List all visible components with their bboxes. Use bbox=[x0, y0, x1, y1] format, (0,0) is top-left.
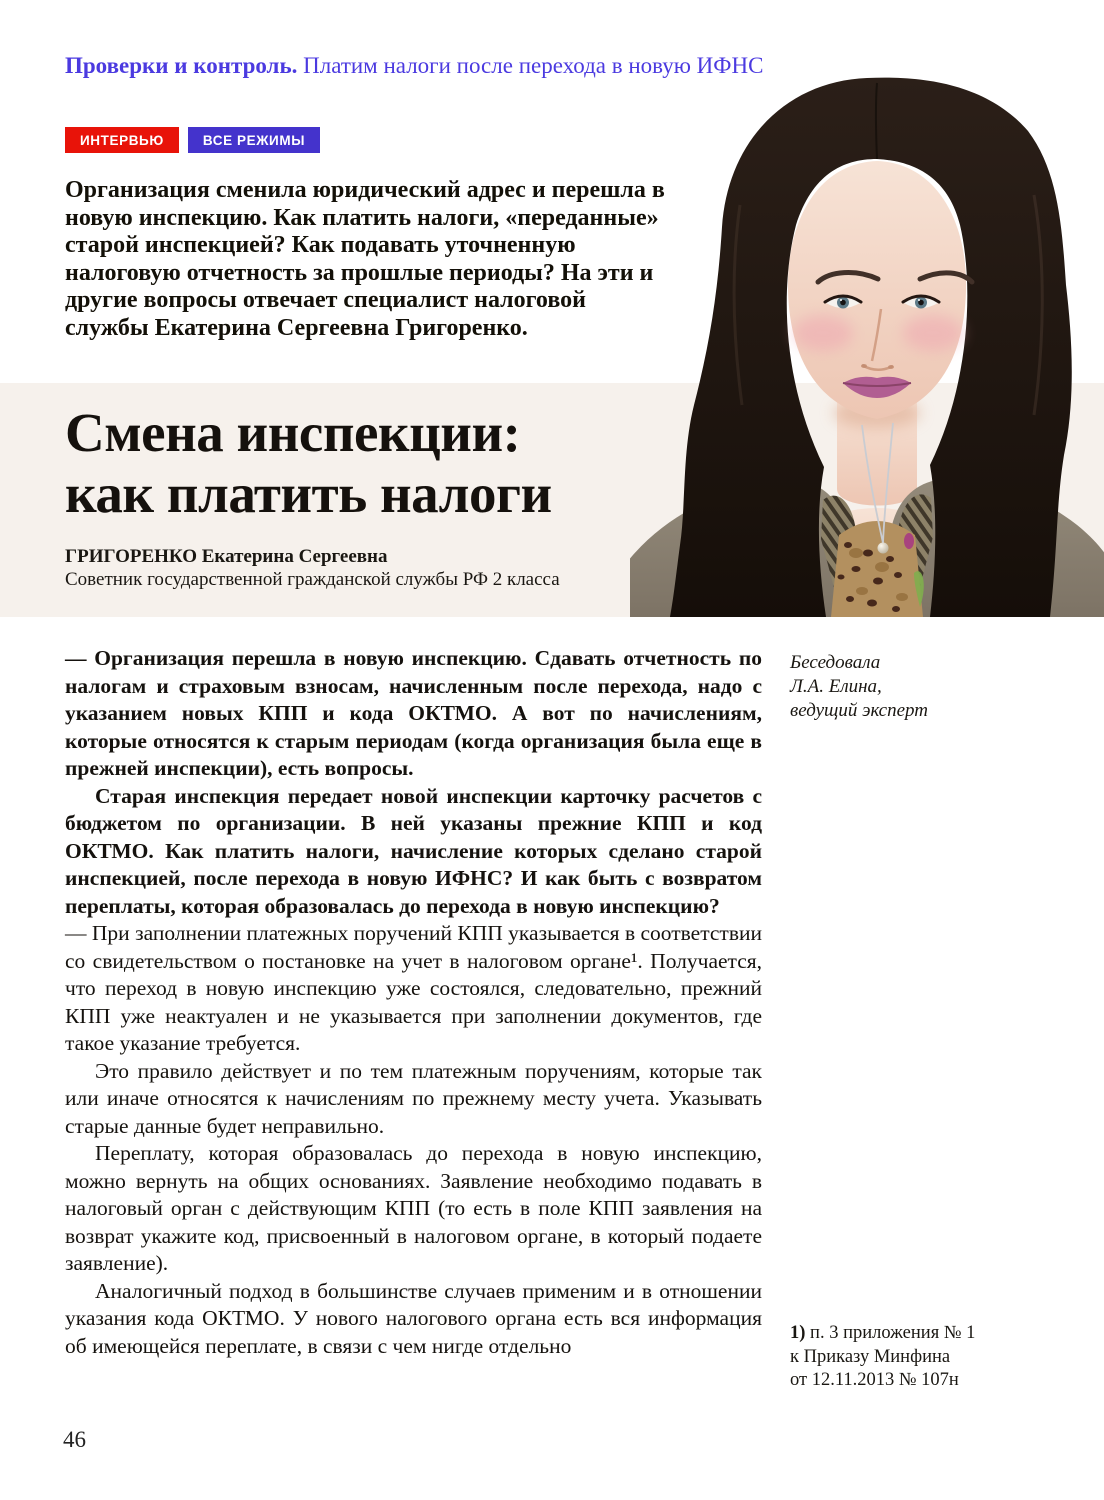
answer-paragraph: Переплату, которая образовалась до перехода в новую инспекцию, можно вернуть на общих основаниях. Заявление необходимо подавать в налоговый орган с действующим КПП (то есть в поле КПП заявления на возврат укажите код, присвоенный в налоговом органе, в который подаете заявление). bbox=[65, 1141, 762, 1275]
badges-row bbox=[65, 127, 320, 153]
question-paragraph: — Организация перешла в новую инспекцию. Сдавать отчетность по налогам и страховым взносам, начисленным после перехода, надо с указанием новых КПП и кода ОКТМО. А вот по начислениям, которые относятся к старым периодам (когда организация была еще в прежней инспекции), есть вопросы. bbox=[65, 646, 762, 780]
portrait-photo bbox=[630, 75, 1104, 617]
badge-all-modes: ВСЕ РЕЖИМЫ bbox=[188, 127, 320, 153]
badge-interview: ИНТЕРВЬЮ bbox=[65, 127, 179, 153]
section-name: Проверки и контроль. bbox=[65, 53, 298, 78]
interviewer-note bbox=[790, 651, 928, 723]
answer-paragraph: Аналогичный подход в большинстве случаев применим и в отношении указания кода ОКТМО. У нового налогового органа есть вся информация об имеющейся переплате, в связи с чем нигде отдельно bbox=[65, 1278, 762, 1358]
question-paragraph: Старая инспекция передает новой инспекции карточку расчетов с бюджетом по организации. В ней указаны прежние КПП и код ОКТМО. Как платить налоги, начисление которых сделано старой инспекцией, после перехода в новую ИФНС? И как быть с возвратом переплаты, которая образовалась до перехода в новую инспекцию? bbox=[65, 783, 762, 918]
article-title-line2: как платить налоги bbox=[65, 463, 552, 524]
author-position: Советник государственной гражданской службы РФ 2 класса bbox=[65, 569, 560, 590]
footnote-reference: п. 3 приложения № 1 bbox=[810, 1323, 976, 1343]
article-body bbox=[65, 645, 762, 1360]
author-block bbox=[65, 545, 560, 591]
footnote-line3: от 12.11.2013 № 107н bbox=[790, 1370, 959, 1390]
article-title-line1: Смена инспекции: bbox=[65, 402, 521, 463]
footnote-line2: к Приказу Минфина bbox=[790, 1346, 951, 1367]
interviewer-note-line: Беседовала bbox=[790, 652, 881, 673]
leopard-top bbox=[831, 521, 924, 617]
article-lede: Организация сменила юридический адрес и перешла в новую инспекцию. Как платить налоги, «переданные» старой инспекцией? Как подавать уточненную налоговую отчетность за прошлые периоды? На эти и другие вопросы отвечает специалист налоговой службы Екатерина Сергеевна Григоренко. bbox=[65, 177, 665, 341]
interviewer-note-line: Л.А. Елина, bbox=[790, 676, 882, 697]
page-number: 46 bbox=[63, 1427, 86, 1452]
footnote bbox=[790, 1322, 975, 1393]
answer-paragraph: Это правило действует и по тем платежным поручениям, которые так или иначе относятся к начислениям по прежнему месту учета. Указывать старые данные будет неправильно. bbox=[65, 1058, 762, 1138]
interviewer-note-line: ведущий эксперт bbox=[790, 700, 928, 721]
footnote-line1 bbox=[790, 1322, 975, 1346]
footnote-marker: 1) bbox=[790, 1323, 806, 1343]
answer-paragraph: — При заполнении платежных поручений КПП указывается в соответствии со свидетельством о постановке на учет в налоговом органе¹. Получается, что переход в новую инспекцию уже состоялся, следовательно, прежний КПП уже неактуален и не указывается при заполнении документов, где такое указание требуется. bbox=[65, 921, 762, 1055]
article-title bbox=[65, 402, 552, 524]
author-name: ГРИГОРЕНКО Екатерина Сергеевна bbox=[65, 546, 388, 567]
section-topic: Платим налоги после перехода в новую ИФНС bbox=[303, 53, 764, 78]
section-header bbox=[65, 52, 763, 80]
